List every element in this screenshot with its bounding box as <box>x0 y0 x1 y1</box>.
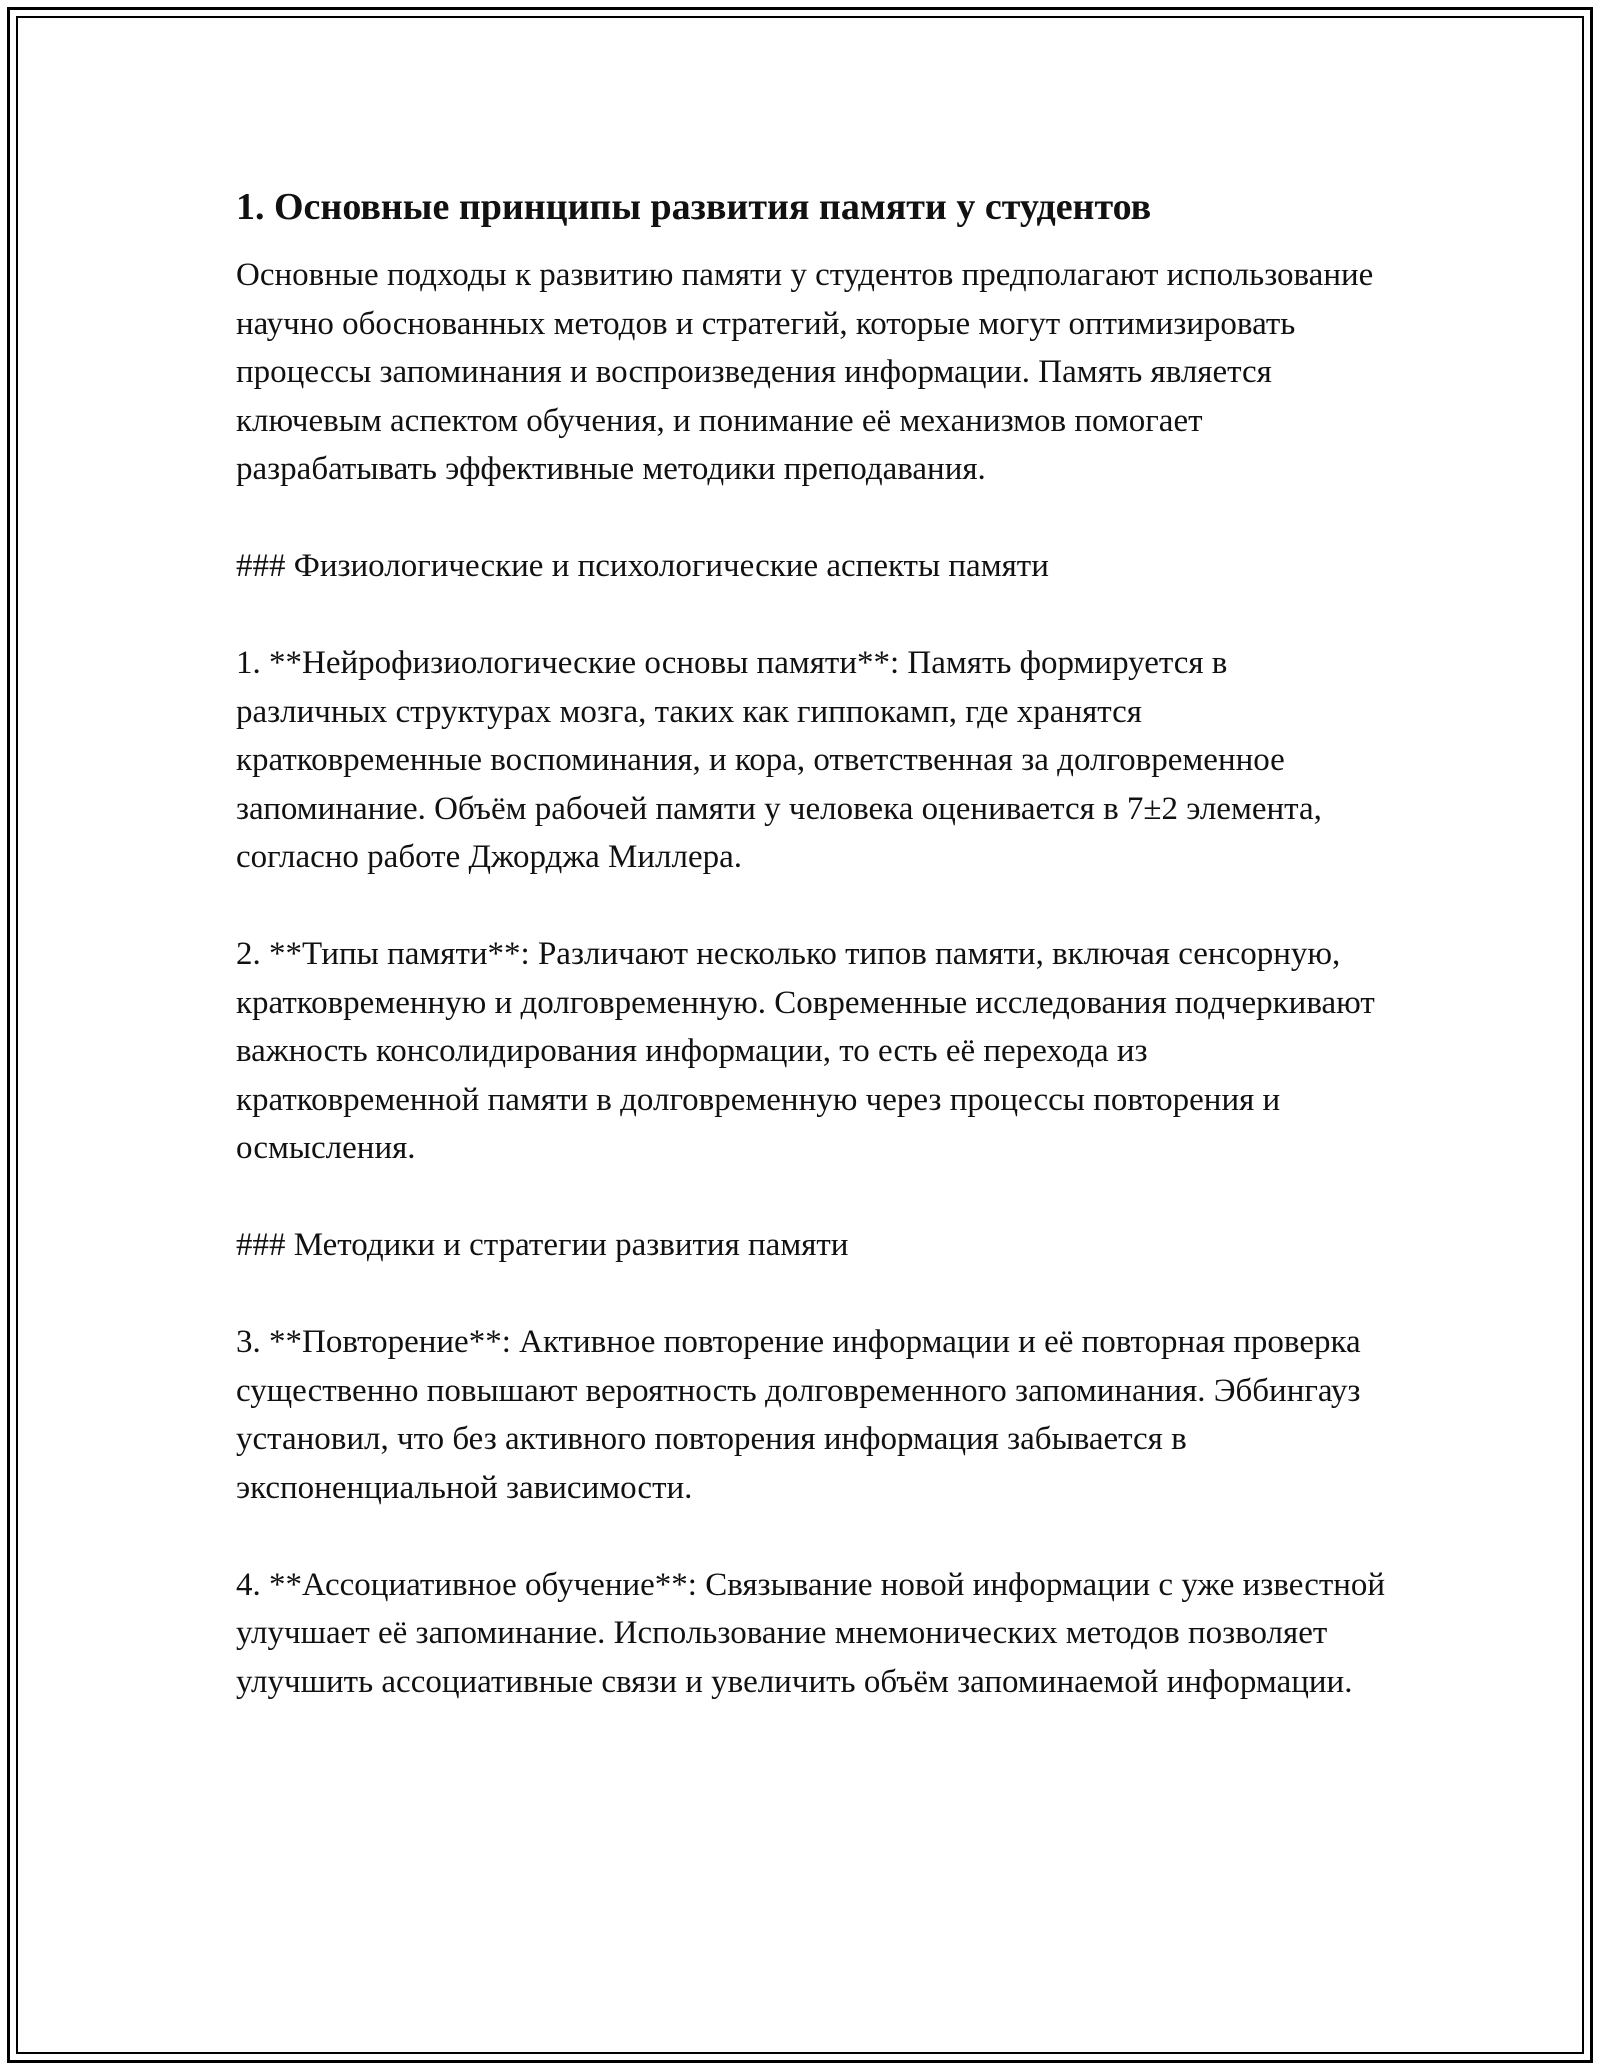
section-heading-methods: ### Методики и стратегии развития памяти <box>236 1227 849 1263</box>
list-item-memory-types: 2. **Типы памяти**: Различают несколько типов памяти, включая сенсорную, кратковременную и долговременную. Современные исследования подчеркивают важность консолидирования информации, то есть её перехода из кратковременной памяти в долговременную через процессы повторения и осмысления. <box>236 936 1375 1166</box>
intro-paragraph: Основные подходы к развитию памяти у студентов предполагают использование научно обоснованных методов и стратегий, которые могут оптимизировать процессы запоминания и воспроизведения информации. Память является ключевым аспектом обучения, и понимание её механизмов помогает разрабатывать эффективные методики преподавания. <box>236 257 1374 487</box>
list-item-associative-learning: 4. **Ассоциативное обучение**: Связывание новой информации с уже известной улучшает её запоминание. Использование мнемонических методов позволяет улучшить ассоциативные связи и увеличить объём запоминаемой информации. <box>236 1566 1386 1700</box>
list-item-repetition: 3. **Повторение**: Активное повторение информации и её повторная проверка существенно повышают вероятность долговременного запоминания. Эббингауз установил, что без активного повторения информация забывается в экспоненциальной зависимости. <box>236 1324 1361 1506</box>
document-body <box>236 183 1386 1706</box>
list-item-neurophysiology: 1. **Нейрофизиологические основы памяти**: Память формируется в различных структурах мозга, таких как гиппокамп, где хранятся кратковременные воспоминания, и кора, ответственная за долговременное запоминание. Объём рабочей памяти у человека оценивается в 7±2 элемента, согласно работе Джорджа Миллера. <box>236 645 1322 875</box>
document-title: 1. Основные принципы развития памяти у студентов <box>236 186 1152 228</box>
section-heading-physiology: ### Физиологические и психологические аспекты памяти <box>236 548 1049 584</box>
